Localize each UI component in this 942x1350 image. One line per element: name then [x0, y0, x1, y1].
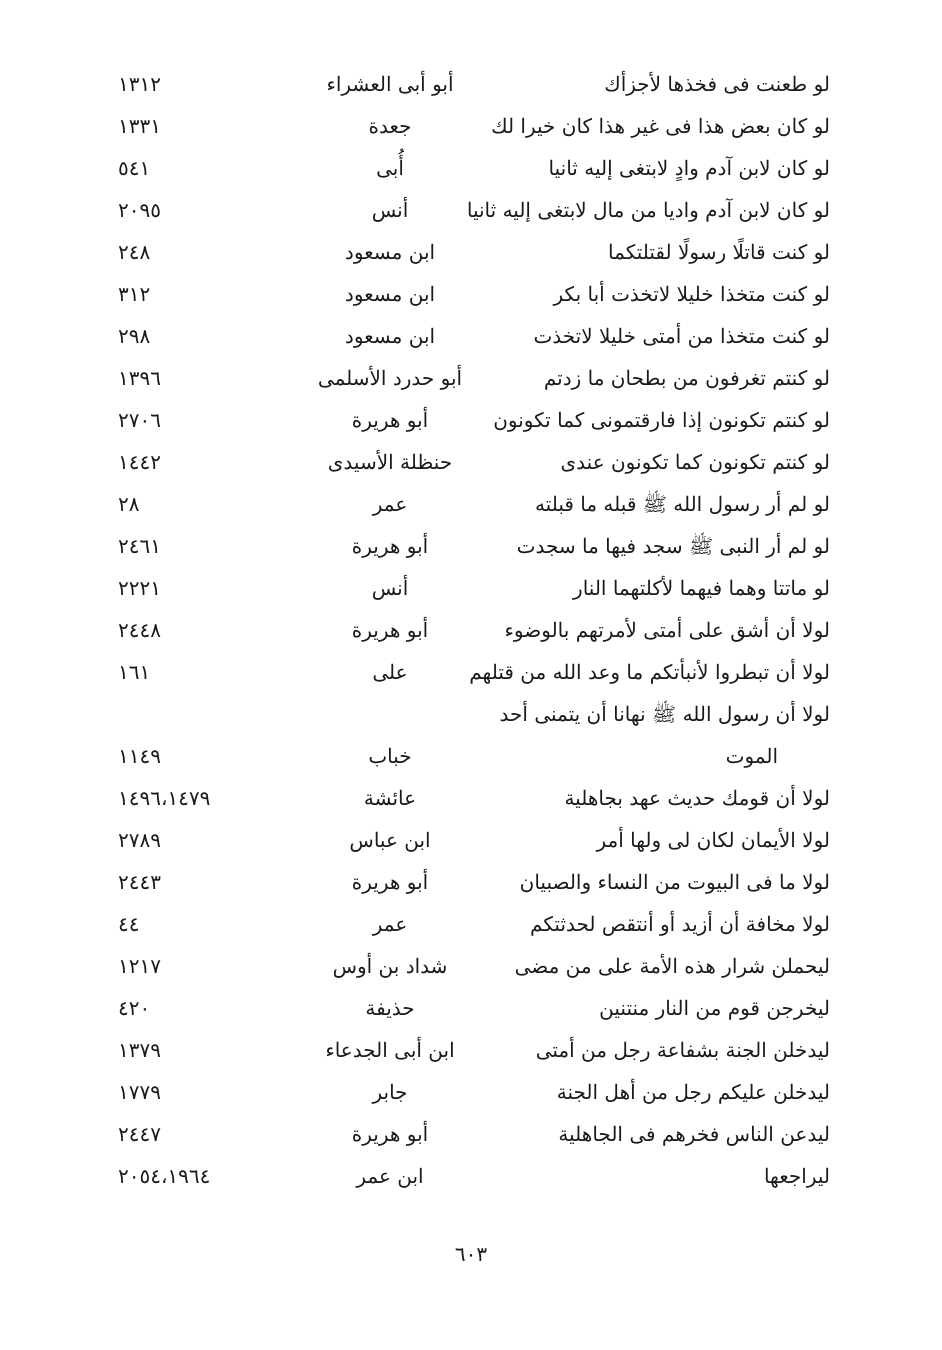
index-row [100, 777, 830, 819]
index-row [100, 1113, 830, 1155]
index-row [100, 357, 830, 399]
page-number: ٦٠٣ [454, 1242, 488, 1266]
hadith-number: ٢٤٤٣ [118, 870, 161, 894]
hadith-number: ٥٤١ [118, 156, 151, 180]
hadith-text: لو كنت متخذا من أمتى خليلا لاتخذت [533, 324, 830, 348]
narrator-name: ابن أبى الجدعاء [325, 1038, 455, 1062]
index-row [100, 651, 830, 693]
index-row [100, 1029, 830, 1071]
narrator-name: عمر [372, 492, 408, 516]
narrator-name: ابن مسعود [344, 240, 436, 264]
narrator-name: حذيفة [365, 996, 415, 1020]
hadith-text: لو كنت متخذا خليلا لاتخذت أبا بكر [553, 282, 830, 306]
index-row [100, 189, 830, 231]
hadith-text: لولا الأيمان لكان لى ولها أمر [596, 828, 830, 852]
index-row [100, 1155, 830, 1197]
hadith-number: ١٤٤٢ [118, 450, 161, 474]
index-row [100, 231, 830, 273]
hadith-number: ١٣٧٩ [118, 1038, 161, 1062]
index-row [100, 819, 830, 861]
hadith-text: لو كنتم تكونون إذا فارقتمونى كما تكونون [493, 408, 830, 432]
hadith-number: ٤٢٠ [118, 996, 151, 1020]
narrator-name: أبو هريرة [351, 870, 429, 894]
hadith-text: ليحملن شرار هذه الأمة على من مضى [514, 954, 830, 978]
hadith-number: ٢٤٤٨ [118, 618, 161, 642]
hadith-number: ١٣١٢ [118, 72, 161, 96]
hadith-number: ٢٨ [118, 492, 140, 516]
hadith-number: ٤٤ [118, 912, 140, 936]
hadith-number: ١١٤٩ [118, 744, 161, 768]
hadith-text: لولا أن أشق على أمتى لأمرتهم بالوضوء [504, 618, 830, 642]
index-row [100, 399, 830, 441]
narrator-name: أبو حدرد الأسلمى [317, 366, 463, 390]
hadith-text-line-1: لولا أن رسول الله ﷺ نهانا أن يتمنى أحد [499, 702, 830, 726]
narrator-name: أنس [371, 198, 409, 222]
hadith-number: ١٢١٧ [118, 954, 161, 978]
index-row [100, 861, 830, 903]
hadith-text-line-2: الموت [725, 744, 778, 768]
index-row [100, 945, 830, 987]
hadith-text: ليخرجن قوم من النار منتنين [599, 996, 830, 1020]
hadith-text: لو كنتم تكونون كما تكونون عندى [560, 450, 830, 474]
hadith-number: ٢٤٦١ [118, 534, 161, 558]
hadith-number: ١٣٣١ [118, 114, 161, 138]
narrator-name: على [372, 660, 408, 684]
hadith-number: ١٣٩٦ [118, 366, 161, 390]
index-row [100, 315, 830, 357]
hadith-text: لولا مخافة أن أزيد أو أنتقص لحدثتكم [530, 912, 830, 936]
hadith-text: لو كنت قاتلًا رسولًا لقتلتكما [608, 240, 830, 264]
narrator-name: عمر [372, 912, 408, 936]
index-row [100, 147, 830, 189]
index-row [100, 525, 830, 567]
hadith-number: ١٧٧٩ [118, 1080, 161, 1104]
hadith-text: لولا أن تبطروا لأنبأتكم ما وعد الله من قتلهم [469, 660, 830, 684]
narrator-name: ابن مسعود [344, 324, 436, 348]
index-row [100, 441, 830, 483]
narrator-name: أبو أبى العشراء [326, 72, 454, 96]
narrator-name: شداد بن أوس [332, 954, 448, 978]
hadith-text: لو كان بعض هذا فى غير هذا كان خيرا لك [491, 114, 830, 138]
hadith-text: لو كنتم تغرفون من بطحان ما زدتم [543, 366, 830, 390]
index-row [100, 63, 830, 105]
hadith-number: ٢٩٨ [118, 324, 151, 348]
hadith-text: لولا أن قومك حديث عهد بجاهلية [564, 786, 830, 810]
narrator-name: أنس [371, 576, 409, 600]
narrator-name: أبو هريرة [351, 1122, 429, 1146]
hadith-text: ليراجعها [763, 1164, 830, 1188]
index-row [100, 1071, 830, 1113]
index-row [100, 273, 830, 315]
hadith-text: ليدخلن عليكم رجل من أهل الجنة [556, 1080, 830, 1104]
hadith-text: لو كان لابن آدم واديا من مال لابتغى إليه ثانيا [466, 198, 830, 222]
hadith-text: لو ماتتا وهما فيهما لأكلتهما النار [573, 576, 830, 600]
narrator-name: أُبى [376, 156, 404, 180]
hadith-text: لو لم أر رسول الله ﷺ قبله ما قبلته [534, 492, 830, 516]
narrator-name: عائشة [363, 786, 417, 810]
narrator-name: ابن عمر [356, 1164, 424, 1188]
hadith-number: ٢٠٥٤،١٩٦٤ [118, 1164, 211, 1188]
index-row [100, 987, 830, 1029]
hadith-text: ليدخلن الجنة بشفاعة رجل من أمتى [535, 1038, 830, 1062]
hadith-text: لو طعنت فى فخذها لأجزأك [604, 72, 830, 96]
hadith-number: ٣١٢ [118, 282, 151, 306]
hadith-number: ٢٧٨٩ [118, 828, 161, 852]
hadith-number: ٢٢٢١ [118, 576, 161, 600]
narrator-name: ابن مسعود [344, 282, 436, 306]
narrator-name: خباب [368, 744, 412, 768]
narrator-name: جابر [372, 1080, 408, 1104]
hadith-number: ٢٠٩٥ [118, 198, 161, 222]
narrator-name: أبو هريرة [351, 618, 429, 642]
hadith-number: ١٤٩٦،١٤٧٩ [118, 786, 211, 810]
narrator-name: أبو هريرة [351, 408, 429, 432]
narrator-name: ابن عباس [349, 828, 431, 852]
hadith-number: ٢٧٠٦ [118, 408, 161, 432]
index-row [100, 609, 830, 651]
index-row [100, 105, 830, 147]
index-row [100, 483, 830, 525]
narrator-name: جعدة [368, 114, 412, 138]
narrator-name: حنظلة الأسيدى [327, 450, 453, 474]
hadith-text: لو لم أر النبى ﷺ سجد فيها ما سجدت [516, 534, 830, 558]
hadith-text: لو كان لابن آدم وادٍ لابتغى إليه ثانيا [548, 156, 830, 180]
hadith-text: ليدعن الناس فخرهم فى الجاهلية [558, 1122, 830, 1146]
narrator-name: أبو هريرة [351, 534, 429, 558]
hadith-number: ٢٤٤٧ [118, 1122, 161, 1146]
hadith-index-table [100, 63, 830, 1197]
hadith-number: ١٦١ [118, 660, 151, 684]
hadith-number: ٢٤٨ [118, 240, 151, 264]
index-row [100, 567, 830, 609]
index-row-wrapped [100, 693, 830, 777]
hadith-text [500, 693, 830, 777]
index-row [100, 903, 830, 945]
hadith-text: لولا ما فى البيوت من النساء والصبيان [519, 870, 830, 894]
